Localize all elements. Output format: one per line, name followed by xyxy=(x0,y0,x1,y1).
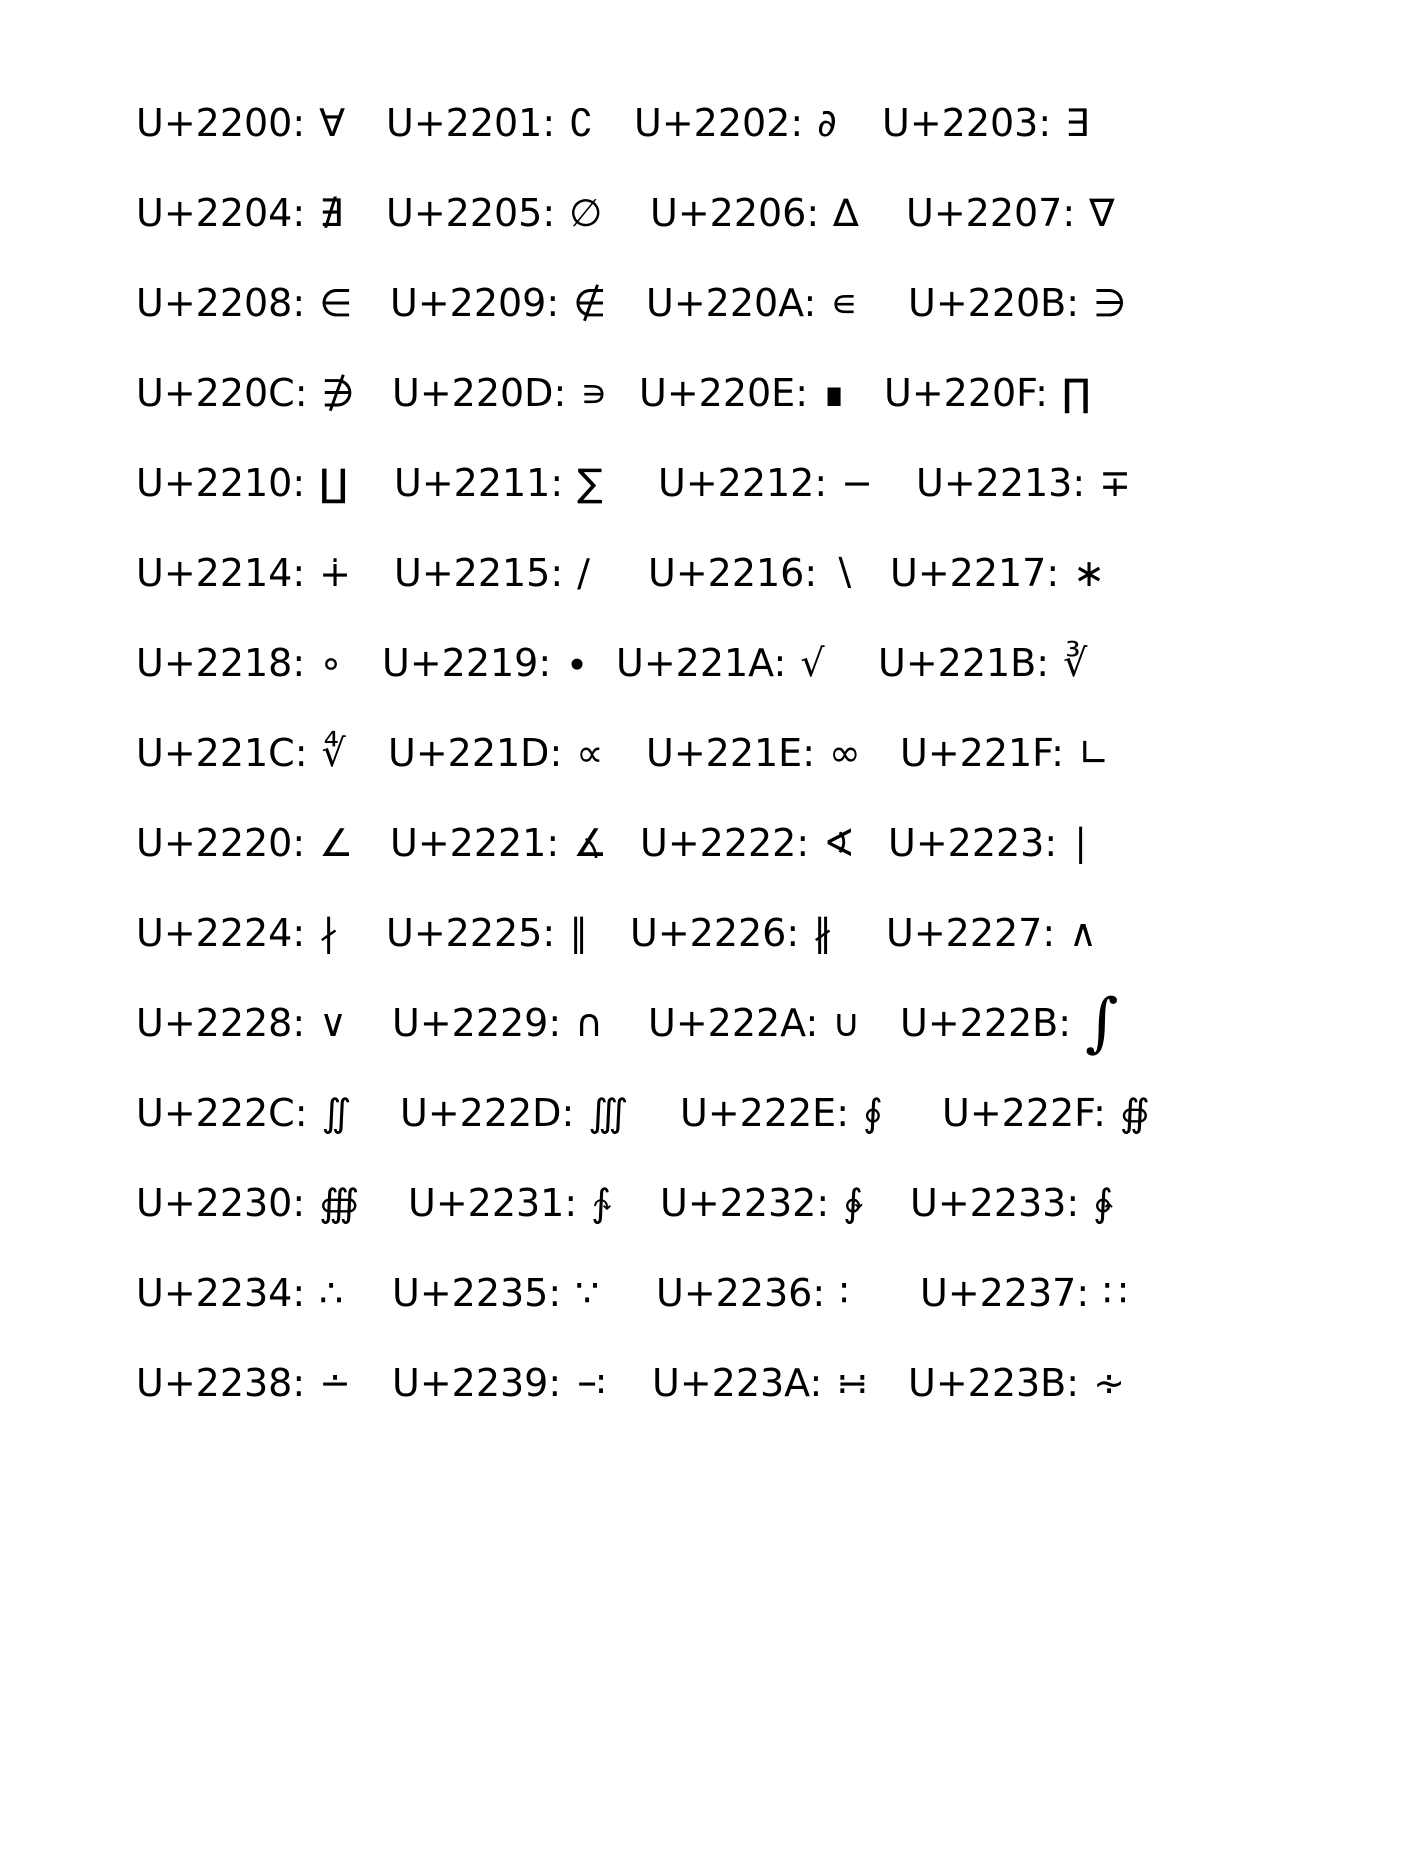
codepoint-label: U+2201: xyxy=(386,101,556,145)
codepoint-label: U+222D: xyxy=(400,1091,575,1135)
glyph-entry xyxy=(900,731,1110,775)
codepoint-label: U+2213: xyxy=(916,461,1086,505)
codepoint-label: U+2224: xyxy=(136,911,306,955)
glyph-row-4 xyxy=(136,453,1131,513)
glyph-entry xyxy=(136,821,390,865)
codepoint-label: U+223A: xyxy=(652,1361,823,1405)
codepoint-label: U+2229: xyxy=(392,1001,562,1045)
glyph-sample: ∰ xyxy=(319,1181,360,1225)
glyph-sample: ∴ xyxy=(319,1271,344,1315)
glyph-sample: ∮ xyxy=(863,1091,883,1135)
glyph-entry xyxy=(382,641,616,685)
glyph-entry xyxy=(660,1181,910,1225)
codepoint-label: U+2220: xyxy=(136,821,306,865)
glyph-row-11 xyxy=(136,1083,1150,1143)
glyph-sample: ∶ xyxy=(839,1271,850,1315)
glyph-entry xyxy=(650,191,906,235)
glyph-sample: ∈ xyxy=(319,281,353,325)
glyph-entry xyxy=(888,821,1090,865)
glyph-sample: ∉ xyxy=(573,281,607,325)
glyph-sample: ∊ xyxy=(830,281,858,325)
glyph-sample: ∝ xyxy=(576,731,604,775)
codepoint-label: U+223B: xyxy=(908,1361,1080,1405)
glyph-entry xyxy=(390,821,640,865)
glyph-sample: ∞ xyxy=(829,731,861,775)
glyph-sample: ∔ xyxy=(319,551,352,595)
codepoint-label: U+2207: xyxy=(906,191,1076,235)
glyph-sample: ∯ xyxy=(1119,1091,1150,1135)
glyph-row-9 xyxy=(136,903,1097,963)
glyph-entry xyxy=(908,281,1126,325)
glyph-sample: ∓ xyxy=(1099,461,1132,505)
glyph-entry xyxy=(136,731,388,775)
glyph-sample: ∧ xyxy=(1069,911,1097,955)
glyph-sample: ∠ xyxy=(319,821,354,865)
glyph-entry xyxy=(942,1091,1150,1135)
glyph-entry xyxy=(616,641,878,685)
codepoint-label: U+222B: xyxy=(900,1001,1072,1045)
glyph-sample: ∭ xyxy=(588,1091,629,1135)
glyph-row-0 xyxy=(136,93,1089,153)
codepoint-label: U+2205: xyxy=(386,191,556,235)
glyph-entry xyxy=(400,1091,680,1135)
glyph-row-2 xyxy=(136,273,1126,333)
glyph-sample: ∙ xyxy=(565,641,589,685)
codepoint-label: U+2211: xyxy=(394,461,564,505)
glyph-sample: − xyxy=(841,461,874,505)
glyph-sample: ∁ xyxy=(569,101,594,145)
glyph-sample: ∵ xyxy=(575,1271,600,1315)
glyph-row-6 xyxy=(136,633,1087,693)
codepoint-label: U+222A: xyxy=(648,1001,819,1045)
codepoint-label: U+2227: xyxy=(886,911,1056,955)
glyph-entry xyxy=(656,1271,920,1315)
codepoint-label: U+2231: xyxy=(408,1181,578,1225)
glyph-entry xyxy=(408,1181,660,1225)
codepoint-label: U+2217: xyxy=(890,551,1060,595)
glyph-entry xyxy=(920,1271,1127,1315)
glyph-row-5 xyxy=(136,543,1105,603)
glyph-entry xyxy=(646,281,908,325)
glyph-sample: ∬ xyxy=(321,1091,352,1135)
codepoint-label: U+220A: xyxy=(646,281,817,325)
glyph-entry xyxy=(900,986,1118,1060)
glyph-sample: ∪ xyxy=(832,1001,861,1045)
codepoint-label: U+2216: xyxy=(648,551,818,595)
glyph-entry xyxy=(640,821,888,865)
glyph-entry xyxy=(648,1001,900,1045)
glyph-entry xyxy=(136,371,392,415)
glyph-row-10 xyxy=(136,986,1119,1060)
glyph-entry xyxy=(136,911,386,955)
glyph-sample: ∳ xyxy=(1093,1181,1113,1225)
codepoint-label: U+2218: xyxy=(136,641,306,685)
glyph-sample: ∱ xyxy=(591,1181,611,1225)
codepoint-label: U+2225: xyxy=(386,911,556,955)
codepoint-label: U+2202: xyxy=(634,101,804,145)
glyph-sample: ∖ xyxy=(831,551,856,595)
glyph-sample: ∘ xyxy=(319,641,343,685)
glyph-sample: ∂ xyxy=(817,101,837,145)
codepoint-label: U+2214: xyxy=(136,551,306,595)
glyph-sample: ∜ xyxy=(321,731,346,775)
glyph-row-8 xyxy=(136,813,1090,873)
glyph-sample: ∇ xyxy=(1089,191,1115,235)
glyph-sample: ∨ xyxy=(319,1001,347,1045)
glyph-sample: ∀ xyxy=(319,101,346,145)
glyph-sample: ∃ xyxy=(1065,101,1090,145)
codepoint-label: U+2232: xyxy=(660,1181,830,1225)
glyph-entry xyxy=(390,281,646,325)
glyph-sample: ∻ xyxy=(1093,1361,1125,1405)
codepoint-label: U+222F: xyxy=(942,1091,1106,1135)
glyph-entry xyxy=(652,1361,908,1405)
glyph-sample: ∲ xyxy=(843,1181,863,1225)
codepoint-label: U+2208: xyxy=(136,281,306,325)
codepoint-label: U+221A: xyxy=(616,641,787,685)
glyph-sample: ∕ xyxy=(577,551,590,595)
glyph-entry xyxy=(136,191,386,235)
glyph-sample: ∑ xyxy=(577,461,603,505)
glyph-entry xyxy=(916,461,1131,505)
glyph-entry xyxy=(634,101,882,145)
codepoint-label: U+221B: xyxy=(878,641,1050,685)
codepoint-label: U+2236: xyxy=(656,1271,826,1315)
glyph-entry xyxy=(886,911,1097,955)
glyph-sample: ∺ xyxy=(836,1361,869,1405)
glyph-entry xyxy=(136,281,390,325)
glyph-entry xyxy=(136,551,394,595)
glyph-entry xyxy=(136,461,394,505)
glyph-sample: ∍ xyxy=(580,371,608,415)
glyph-entry xyxy=(648,551,890,595)
glyph-sample: ∆ xyxy=(833,191,859,235)
glyph-entry xyxy=(630,911,886,955)
glyph-entry xyxy=(388,731,646,775)
codepoint-label: U+2228: xyxy=(136,1001,306,1045)
glyph-sample: ∏ xyxy=(1061,371,1091,415)
codepoint-label: U+2235: xyxy=(392,1271,562,1315)
glyph-row-12 xyxy=(136,1173,1113,1233)
glyph-entry xyxy=(136,1091,400,1135)
glyph-sample: √ xyxy=(800,641,825,685)
glyph-entry xyxy=(646,731,900,775)
codepoint-label: U+2239: xyxy=(392,1361,562,1405)
codepoint-label: U+2237: xyxy=(920,1271,1090,1315)
codepoint-label: U+2200: xyxy=(136,101,306,145)
codepoint-label: U+2230: xyxy=(136,1181,306,1225)
glyph-sample: ∡ xyxy=(573,821,608,865)
codepoint-label: U+222E: xyxy=(680,1091,849,1135)
glyph-entry xyxy=(639,371,884,415)
glyph-entry xyxy=(136,1181,408,1225)
codepoint-label: U+220D: xyxy=(392,371,567,415)
glyph-entry xyxy=(878,641,1087,685)
glyph-sample: ∄ xyxy=(319,191,344,235)
glyph-entry xyxy=(136,1001,392,1045)
glyph-sample: ∟ xyxy=(1077,731,1110,775)
glyph-sample: ∛ xyxy=(1063,641,1088,685)
glyph-sample: ∌ xyxy=(321,371,355,415)
glyph-sample: ∤ xyxy=(319,911,339,955)
codepoint-label: U+2234: xyxy=(136,1271,306,1315)
codepoint-label: U+2212: xyxy=(658,461,828,505)
codepoint-label: U+2221: xyxy=(390,821,560,865)
codepoint-label: U+2219: xyxy=(382,641,552,685)
glyph-entry xyxy=(394,551,648,595)
codepoint-label: U+220C: xyxy=(136,371,308,415)
glyph-sample: ∷ xyxy=(1103,1271,1128,1315)
glyph-entry xyxy=(136,101,386,145)
glyph-entry xyxy=(882,101,1089,145)
codepoint-label: U+220B: xyxy=(908,281,1080,325)
codepoint-label: U+2206: xyxy=(650,191,820,235)
glyph-entry xyxy=(392,1361,652,1405)
glyph-sample: ∩ xyxy=(575,1001,603,1045)
codepoint-label: U+2222: xyxy=(640,821,810,865)
glyph-sample: ∐ xyxy=(319,461,348,505)
glyph-sample: ∣ xyxy=(1071,821,1091,865)
codepoint-label: U+221F: xyxy=(900,731,1064,775)
codepoint-label: U+220E: xyxy=(639,371,808,415)
glyph-sample: ∋ xyxy=(1093,281,1127,325)
glyph-entry xyxy=(884,371,1091,415)
glyph-entry xyxy=(392,1001,648,1045)
glyph-entry xyxy=(906,191,1115,235)
glyph-entry xyxy=(136,641,382,685)
glyph-entry xyxy=(908,1361,1125,1405)
glyph-sample: ∗ xyxy=(1073,551,1106,595)
glyph-sample: ∸ xyxy=(319,1361,352,1405)
codepoint-label: U+221E: xyxy=(646,731,815,775)
glyph-sample: ∫ xyxy=(1085,986,1119,1060)
glyph-row-3 xyxy=(136,363,1091,423)
glyph-sample: ∎ xyxy=(822,371,847,415)
glyph-sample: ∅ xyxy=(569,191,603,235)
glyph-row-14 xyxy=(136,1353,1125,1413)
glyph-entry xyxy=(386,911,630,955)
codepoint-label: U+2223: xyxy=(888,821,1058,865)
glyph-entry xyxy=(392,371,639,415)
glyph-entry xyxy=(136,1271,392,1315)
glyph-entry xyxy=(394,461,658,505)
codepoint-label: U+221D: xyxy=(388,731,563,775)
codepoint-label: U+2210: xyxy=(136,461,306,505)
glyph-entry xyxy=(910,1181,1113,1225)
glyph-entry xyxy=(392,1271,656,1315)
glyph-row-1 xyxy=(136,183,1115,243)
codepoint-label: U+2233: xyxy=(910,1181,1080,1225)
codepoint-label: U+2226: xyxy=(630,911,800,955)
glyph-entry xyxy=(386,191,650,235)
glyph-sample: ∹ xyxy=(575,1361,608,1405)
codepoint-label: U+2215: xyxy=(394,551,564,595)
codepoint-label: U+220F: xyxy=(884,371,1048,415)
glyph-entry xyxy=(658,461,916,505)
glyph-entry xyxy=(680,1091,942,1135)
glyph-entry xyxy=(890,551,1105,595)
glyph-sample: ∥ xyxy=(569,911,589,955)
codepoint-label: U+2209: xyxy=(390,281,560,325)
codepoint-label: U+221C: xyxy=(136,731,308,775)
glyph-entry xyxy=(136,1361,392,1405)
codepoint-label: U+2204: xyxy=(136,191,306,235)
glyph-row-7 xyxy=(136,723,1110,783)
glyph-sample: ∢ xyxy=(823,821,856,865)
glyph-sample: ∦ xyxy=(813,911,833,955)
glyph-entry xyxy=(386,101,634,145)
codepoint-label: U+2238: xyxy=(136,1361,306,1405)
codepoint-label: U+2203: xyxy=(882,101,1052,145)
glyph-row-13 xyxy=(136,1263,1127,1323)
codepoint-label: U+222C: xyxy=(136,1091,308,1135)
